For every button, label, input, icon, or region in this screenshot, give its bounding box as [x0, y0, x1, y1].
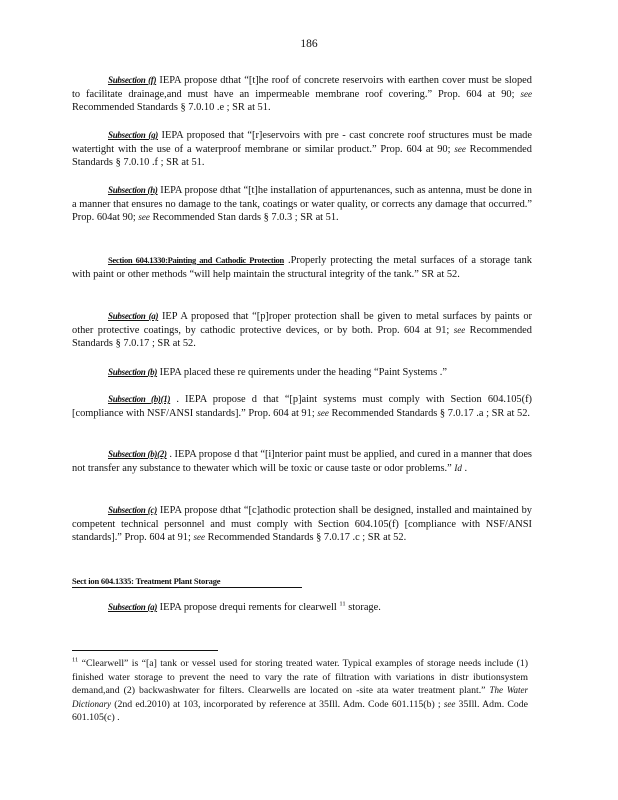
paragraph-text: IEPA propose dthat “[c]athodic protection shall be designed, installed and maintained by competent technical personnel and must comply with Section 604.105(f) [compliance with NSF/ANSI standards].” Prop. 604 at 91;	[72, 505, 532, 544]
citation-text: Recommended Standards § 7.0.10 .e ; SR at 51.	[72, 102, 271, 114]
paragraph-text: . IEPA propose d that “[p]aint systems must comply with Section 604.105(f) [compliance with NSF/ANSI standards].” Prop. 604 at 91;	[72, 394, 532, 419]
paragraph-subsection-a	[72, 310, 532, 351]
citation-text: Recommended Standards § 7.0.17 ; SR at 52.	[72, 324, 532, 350]
subsection-label: Subsection (a)	[108, 602, 158, 612]
subsection-label: Subsection (b)(1)	[108, 394, 171, 404]
paragraph-text: IEPA propose drequi rements for clearwell	[159, 602, 337, 613]
paragraph-subsection-b2	[72, 448, 532, 475]
footnote-text: “Clearwell” is “[a] tank or vessel used for storing treated water. Typical examples of storage needs include (1) finished water storage to prevent the need to vary the rate of filtration with variations in distr ibutionsystem demand,and (2) backwashwater for filters. Clearwells are located on -site ata water treatment plant.”	[72, 658, 529, 697]
subsection-label: Subsection (b)	[108, 367, 158, 377]
paragraph-text: IEPA propose dthat “[t]he installation of appurtenances, such as antenna, must be done in a manner that ensures no damage to the tank, coatings or water quality, or corrects any damage that occurred.” Prop. 604at 90;	[72, 185, 532, 224]
paragraph-subsection-c	[72, 504, 532, 545]
subsection-label: Subsection (h)	[108, 185, 158, 195]
paragraph-tail: storage.	[348, 602, 381, 613]
subsection-label: Subsection (f)	[108, 75, 157, 85]
see-signal: see	[193, 532, 206, 543]
subsection-label: Subsection (b)(2)	[108, 449, 167, 459]
see-signal: see	[520, 88, 532, 99]
see-signal: see	[443, 698, 456, 709]
subsection-label: Subsection (c)	[108, 505, 157, 515]
paragraph-text: IEPA proposed that “[r]eservoirs with pre - cast concrete roof structures must be made watertight with the use of a waterproof membrane or similar product.” Prop. 604 at 90;	[72, 130, 532, 155]
paragraph-text: IEPA placed these re quirements under the heading “Paint Systems .”	[159, 367, 447, 378]
see-signal: see	[317, 407, 329, 418]
paragraph-text: IEPA propose dthat “[t]he roof of concrete reservoirs with earthen cover must be sloped to facilitate drainage,and must have an impermeable membrane roof covering.” Prop. 604 at 90;	[72, 75, 532, 100]
paragraph-subsection-b1	[72, 393, 532, 420]
see-signal: see	[453, 324, 466, 335]
id-citation: Id	[454, 462, 462, 473]
paragraph-text: IEP A proposed that “[p]roper protection shall be given to metal surfaces by paints or other protective coatings, by cathodic protective devices, or by both. Prop. 604 at 91;	[72, 311, 532, 336]
citation-text: Recommended Standards § 7.0.10 .f ; SR at 51.	[72, 143, 532, 169]
section-heading: Sect ion 604.1335: Treatment Plant Storage	[72, 576, 302, 588]
paragraph-subsection-b	[72, 366, 532, 380]
page-number: 186	[300, 38, 318, 50]
paragraph-text: .Properly protecting the metal surfaces of a storage tank with paint or other methods “will help maintain the structural integrity of the tank.” SR at 52.	[72, 255, 532, 280]
citation-text: Recommended Stan dards § 7.0.3 ; SR at 51.	[152, 212, 339, 224]
see-signal: see	[454, 143, 466, 154]
footnote-divider	[72, 650, 218, 651]
footnote-citation: (2nd ed.2010) at 103, incorporated by reference at 35Ill. Adm. Code 601.115(b) ;	[114, 698, 441, 710]
footnote	[72, 657, 528, 725]
footnote-number: 11	[72, 656, 79, 664]
paragraph-text: . IEPA propose d that “[i]nterior paint must be applied, and cured in a manner that does not transfer any substance to thewater which will be toxic or cause taste or odor problems.”	[72, 449, 532, 474]
citation-text: Recommended Standards § 7.0.17 .c ; SR at 52.	[207, 532, 407, 544]
paragraph-subsection-f	[72, 74, 532, 115]
see-signal: see	[138, 212, 150, 223]
footnote-source-title: The Water Dictionary	[72, 685, 529, 709]
subsection-label: Subsection (g)	[108, 130, 158, 140]
paragraph-section-604-1330	[72, 254, 532, 281]
paragraph-subsection-h	[72, 184, 532, 225]
paragraph-treatment-plant-storage-a	[72, 601, 532, 615]
paragraph-end: .	[464, 462, 468, 474]
footnote-reference: 11	[339, 600, 346, 608]
paragraph-subsection-g	[72, 129, 532, 170]
footnote-citation-end: 35Ill. Adm. Code 601.105(c) .	[72, 698, 529, 724]
section-label: Section 604.1330:Painting and Cathodic Protection	[108, 255, 284, 265]
subsection-label: Subsection (a)	[108, 311, 159, 321]
citation-text: Recommended Standards § 7.0.17 .a ; SR at 52.	[331, 407, 530, 419]
